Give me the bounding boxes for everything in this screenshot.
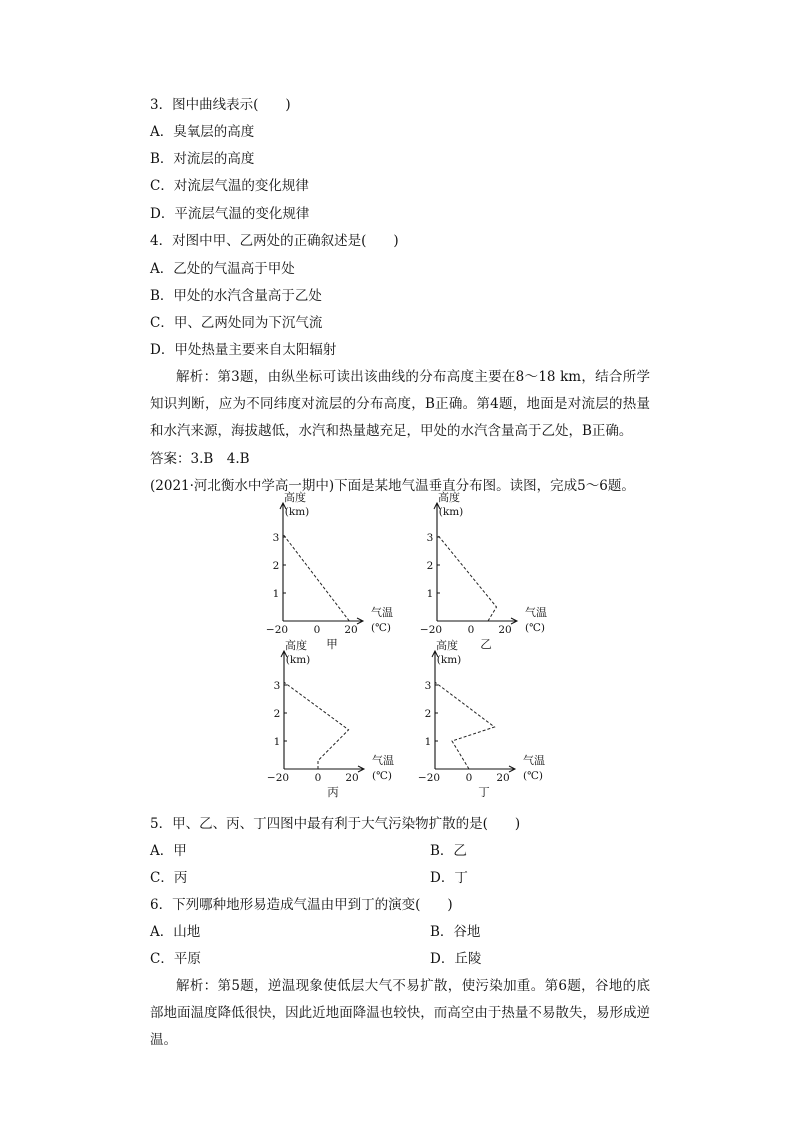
y-axis-label: 高度 (438, 491, 460, 504)
q4-option-a: A．乙处的气温高于甲处 (150, 261, 295, 277)
y-axis-unit: (km) (285, 654, 311, 666)
y-tick-label: 1 (424, 736, 432, 748)
y-axis-label: 高度 (436, 639, 458, 652)
y-axis-unit: (km) (436, 654, 462, 666)
x-axis-label: 气温 (523, 754, 545, 767)
x-tick-label: 20 (344, 624, 358, 636)
chart-caption: 丙 (327, 785, 339, 799)
y-tick-label: 2 (272, 560, 280, 572)
question-intro: (2021·河北衡水中学高一期中)下面是某地气温垂直分布图。读图，完成5～6题。 (150, 478, 635, 494)
y-tick-label: 3 (424, 680, 432, 692)
q3-option-c: C．对流层气温的变化规律 (150, 178, 309, 194)
x-axis-unit: (℃) (372, 770, 392, 782)
chart-4 (418, 638, 545, 799)
q6-stem: 6．下列哪种地形易造成气温由甲到丁的演变( ) (150, 897, 453, 913)
q4-option-d: D．甲处热量主要来自太阳辐射 (150, 342, 337, 358)
q5-option-a: A．甲 (150, 843, 187, 859)
q4-option-b: B．甲处的水汽含量高于乙处 (150, 288, 322, 304)
x-tick-label: 0 (467, 624, 475, 636)
chart-caption: 甲 (326, 637, 338, 651)
q4-stem: 4．对图中甲、乙两处的正确叙述是( ) (150, 233, 399, 249)
y-axis-label: 高度 (284, 491, 306, 504)
q6-option-d: D．丘陵 (430, 951, 482, 967)
temperature-series-line (283, 534, 349, 621)
x-axis-unit: (℃) (525, 622, 545, 634)
q6-option-b: B．谷地 (430, 924, 481, 940)
y-axis-unit: (km) (284, 506, 310, 518)
y-axis-label: 高度 (285, 639, 307, 652)
x-tick-label: 0 (314, 772, 322, 784)
x-tick-label: 20 (496, 772, 510, 784)
chart-2 (420, 490, 547, 651)
x-tick-label: 20 (498, 624, 512, 636)
q5-option-d: D．丁 (430, 870, 468, 886)
temperature-profile-charts (0, 491, 794, 828)
q3-option-a: A．臭氧层的高度 (150, 124, 255, 140)
chart-caption: 丁 (478, 785, 490, 799)
chart-1 (266, 490, 393, 651)
x-axis-label: 气温 (371, 606, 393, 619)
x-axis-unit: (℃) (371, 622, 391, 634)
temperature-series-line (435, 682, 495, 769)
chart-3 (267, 638, 394, 799)
x-tick-label: 0 (313, 624, 321, 636)
temperature-series-line (284, 682, 349, 769)
x-tick-label: −20 (417, 772, 441, 784)
q5-option-b: B．乙 (430, 843, 467, 859)
y-tick-label: 2 (426, 560, 434, 572)
x-tick-label: −20 (419, 624, 443, 636)
y-tick-label: 3 (272, 532, 280, 544)
y-tick-label: 3 (273, 680, 281, 692)
x-tick-label: 0 (465, 772, 473, 784)
x-tick-label: −20 (265, 624, 289, 636)
temperature-series-line (437, 534, 497, 621)
q6-option-c: C．平原 (150, 951, 201, 967)
x-axis-label: 气温 (372, 754, 394, 767)
q5-stem: 5．甲、乙、丙、丁四图中最有利于大气污染物扩散的是( ) (150, 816, 521, 832)
x-tick-label: 20 (345, 772, 359, 784)
q3-stem: 3．图中曲线表示( ) (150, 97, 291, 113)
chart-caption: 乙 (480, 637, 492, 651)
y-tick-label: 1 (273, 736, 281, 748)
y-tick-label: 2 (424, 708, 432, 720)
q6-option-a: A．山地 (150, 924, 201, 940)
y-tick-label: 1 (426, 588, 434, 600)
analysis-3-4: 解析：第3题，由纵坐标可读出该曲线的分布高度主要在8～18 km，结合所学知识判断，应为不同纬度对流层的分布高度，B正确。第4题，地面是对流层的热量和水汽来源，海拔越低，水汽和热量越充足，甲处的水汽含量高于乙处，B正确。 (150, 369, 650, 439)
x-axis-unit: (℃) (523, 770, 543, 782)
q4-option-c: C．甲、乙两处同为下沉气流 (150, 315, 323, 331)
y-axis-unit: (km) (438, 506, 464, 518)
q3-option-d: D．平流层气温的变化规律 (150, 206, 310, 222)
answer-3-4: 答案：3.B 4.B (150, 451, 250, 467)
x-tick-label: −20 (266, 772, 290, 784)
y-tick-label: 1 (272, 588, 280, 600)
y-tick-label: 3 (426, 532, 434, 544)
analysis-5-6: 解析：第5题，逆温现象使低层大气不易扩散，使污染加重。第6题，谷地的底部地面温度降低很快，因此近地面降温也较快，而高空由于热量不易散失，易形成逆温。 (150, 978, 650, 1048)
q3-option-b: B．对流层的高度 (150, 151, 255, 167)
q5-option-c: C．丙 (150, 870, 188, 886)
y-tick-label: 2 (273, 708, 281, 720)
x-axis-label: 气温 (525, 606, 547, 619)
